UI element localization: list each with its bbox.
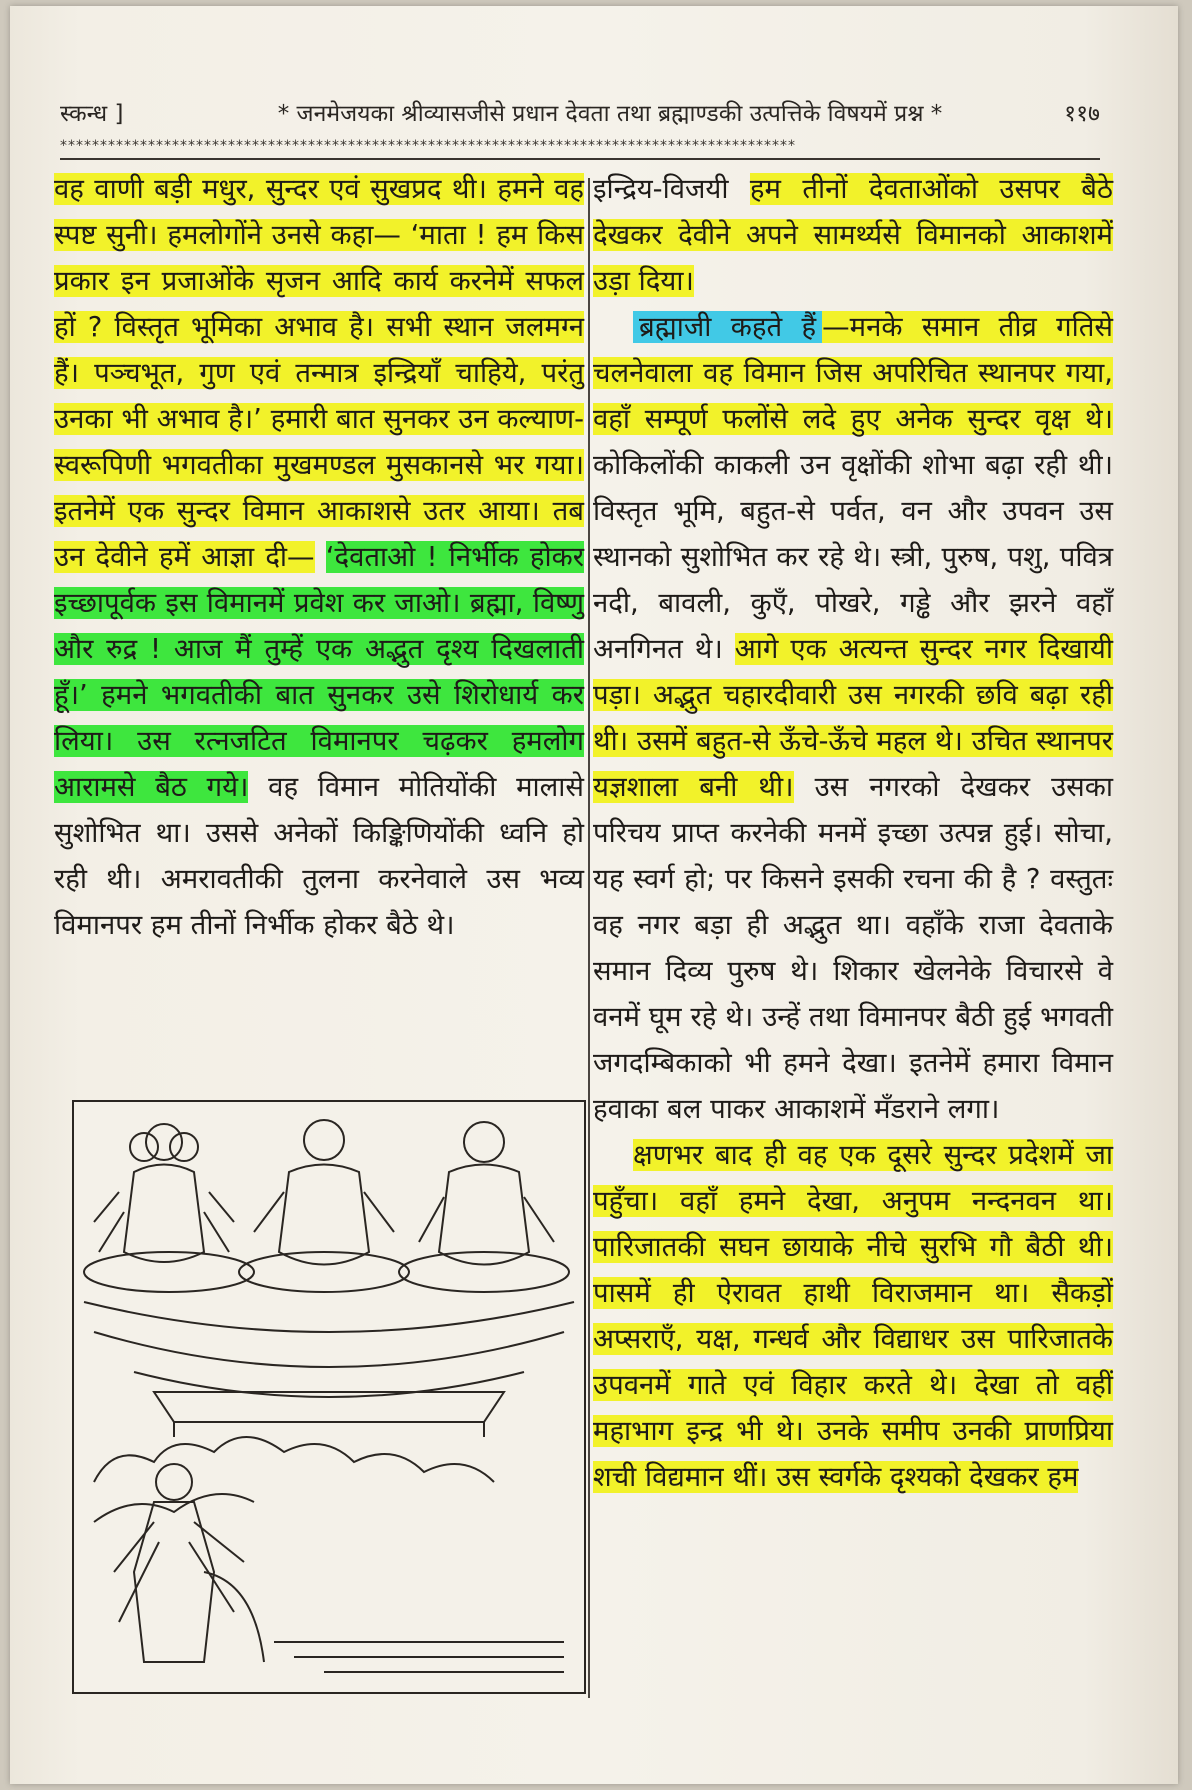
highlight-yellow: आगे एक अत्यन्त सुन्दर नगर दिखायी पड़ा। अद्भुत चहारदीवारी उस नगरकी छवि बढ़ा रही थी। उसमें बहुत-से ऊँचे-ऊँचे महल थे। उचित स्थानपर यज्ञशाला बनी थी। <box>593 633 1113 803</box>
header-separator: ******************************************************************************************** <box>60 138 1100 160</box>
column-divider <box>588 178 590 1698</box>
plain-text: इन्द्रिय-विजयी <box>593 173 729 205</box>
highlight-cyan-speaker: ब्रह्माजी कहते हैं <box>633 311 822 343</box>
plain-text: वह विमान मोतियोंकी मालासे सुशोभित था। उससे अनेकों किङ्किणियोंकी ध्वनि हो रही थी। अमरावतीकी तुलना करनेवाले उस भव्य विमानपर हम तीनों निर्भीक होकर बैठे थे। <box>54 771 584 941</box>
right-column <box>593 166 1113 1500</box>
plain-text: कोकिलोंकी काकली उन वृक्षोंकी शोभा बढ़ा रही थी। विस्तृत भूमि, बहुत-से पर्वत, वन और उपवन उस स्थानको सुशोभित कर रहे थे। स्त्री, पुरुष, पशु, पवित्र नदी, बावली, कुएँ, पोखरे, गड्ढे और झरने वहाँ अनगिनत थे। <box>593 449 1113 665</box>
right-paragraph-1 <box>593 166 1113 304</box>
right-paragraph-2 <box>593 304 1113 1132</box>
page-number: ११७ <box>1064 101 1100 127</box>
highlight-yellow: —मनके समान तीव्र गतिसे चलनेवाला वह विमान जिस अपरिचित स्थानपर गया, वहाँ सम्पूर्ण फलोंसे लदे हुए अनेक सुन्दर वृक्ष थे। <box>593 311 1113 435</box>
deities-in-vimana-illustration <box>72 1100 586 1694</box>
highlight-yellow: क्षणभर बाद ही वह एक दूसरे सुन्दर प्रदेशमें जा पहुँचा। वहाँ हमने देखा, अनुपम नन्दनवन था। पारिजातकी सघन छायाके नीचे सुरभि गौ बैठी थी। पासमें ही ऐरावत हाथी विराजमान था। सैकड़ों अप्सराएँ, यक्ष, गन्धर्व और विद्याधर उस पारिजातके उपवनमें गाते एवं विहार करते थे। देखा तो वहीं महाभाग इन्द्र भी थे। उनके समीप उनकी प्राणप्रिया शची विद्यमान थीं। उस स्वर्गके दृश्यको देखकर हम <box>593 1139 1113 1493</box>
illustration-drawing <box>74 1102 584 1692</box>
book-page <box>10 6 1178 1784</box>
header-section-label: स्कन्ध ] <box>60 101 124 127</box>
left-paragraph <box>54 166 584 948</box>
highlight-yellow: वह वाणी बड़ी मधुर, सुन्दर एवं सुखप्रद थी। हमने वह स्पष्ट सुनी। हमलोगोंने उनसे कहा— ‘माता ! हम किस प्रकार इन प्रजाओंके सृजन आदि कार्य करनेमें सफल हों ? विस्तृत भूमिका अभाव है। सभी स्थान जलमग्न हैं। पञ्चभूत, गुण एवं तन्मात्र इन्द्रियाँ चाहिये, परंतु उनका भी अभाव है।’ हमारी बात सुनकर उन कल्याण-स्वरूपिणी भगवतीका मुखमण्डल मुसकानसे भर गया। इतनेमें एक सुन्दर विमान आकाशसे उतर आया। तब उन देवीने हमें आज्ञा दी— <box>54 173 584 573</box>
running-header <box>60 94 1100 134</box>
highlight-yellow: हम तीनों देवताओंको उसपर बैठे देखकर देवीने अपने सामर्थ्यसे विमानको आकाशमें उड़ा दिया। <box>593 173 1113 297</box>
header-title: * जनमेजयका श्रीव्यासजीसे प्रधान देवता तथा ब्रह्माण्डकी उत्पत्तिके विषयमें प्रश्न * <box>277 101 943 127</box>
right-paragraph-3 <box>593 1132 1113 1500</box>
highlight-green: ‘देवताओ ! निर्भीक होकर इच्छापूर्वक इस विमानमें प्रवेश कर जाओ। ब्रह्मा, विष्णु और रुद्र ! आज मैं तुम्हें एक अद्भुत दृश्य दिखलाती हूँ।’ हमने भगवतीकी बात सुनकर उसे शिरोधार्य कर लिया। उस रत्नजटित विमानपर चढ़कर हमलोग आरामसे बैठ गये। <box>54 541 584 803</box>
left-column <box>54 166 584 948</box>
plain-text: उस नगरको देखकर उसका परिचय प्राप्त करनेकी मनमें इच्छा उत्पन्न हुई। सोचा, यह स्वर्ग हो; पर किसने इसकी रचना की है ? वस्तुतः वह नगर बड़ा ही अद्भुत था। वहाँके राजा देवताके समान दिव्य पुरुष थे। शिकार खेलनेके विचारसे वे वनमें घूम रहे थे। उन्हें तथा विमानपर बैठी हुई भगवती जगदम्बिकाको भी हमने देखा। इतनेमें हमारा विमान हवाका बल पाकर आकाशमें मँडराने लगा। <box>593 771 1113 1125</box>
